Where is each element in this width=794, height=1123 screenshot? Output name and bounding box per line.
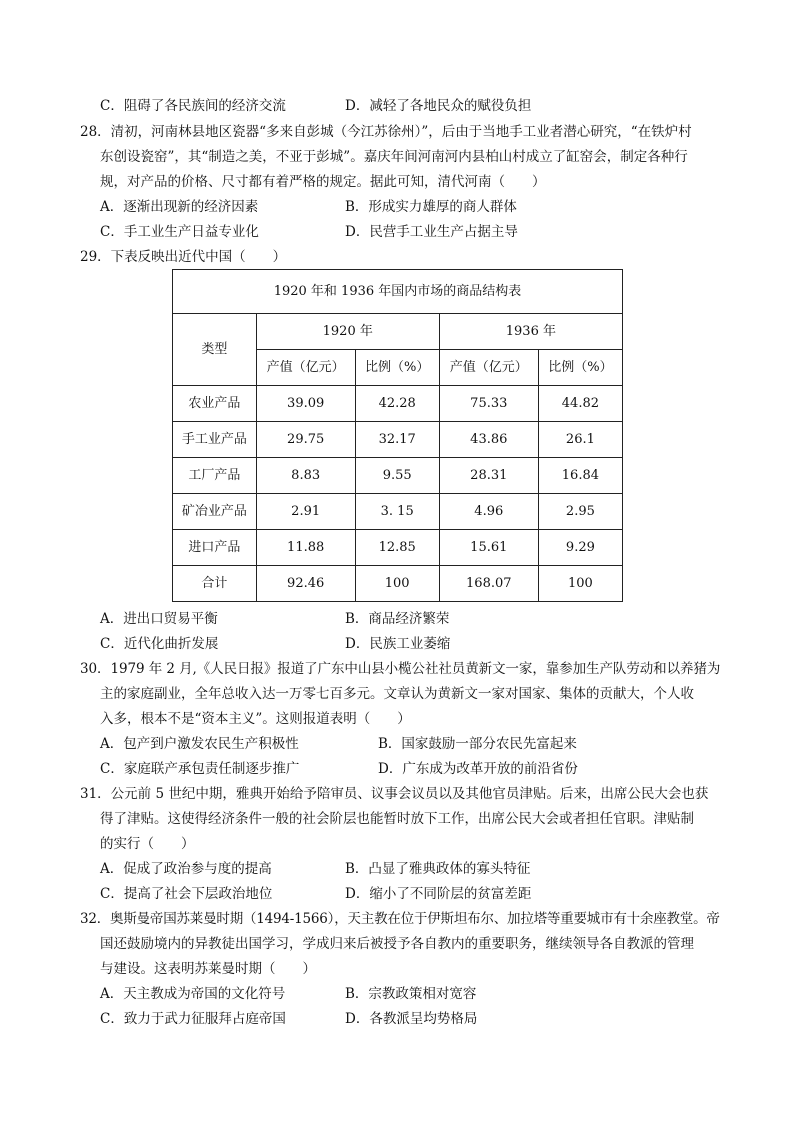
row-type: 手工业产品 <box>173 422 257 458</box>
commodity-structure-table <box>172 269 623 602</box>
q32-stem-line1: 32．奥斯曼帝国苏莱曼时期（1494-1566），天主教在位于伊斯坦布尔、加拉塔等重要城市有十余座教堂。帝 <box>80 911 720 927</box>
cell-value-1936: 28.31 <box>439 458 538 494</box>
q30-stem-line3: 入多，根本不是“资本主义”。这则报道表明（ ） <box>100 711 411 727</box>
q30-option-b[interactable]: B．国家鼓励一部分农民先富起来 <box>378 736 577 752</box>
header-value-1920: 产值（亿元） <box>256 350 355 386</box>
row-type: 进口产品 <box>173 530 257 566</box>
cell-value-1920: 2.91 <box>256 494 355 530</box>
cell-ratio-1920: 42.28 <box>355 386 439 422</box>
q29-option-b[interactable]: B．商品经济繁荣 <box>345 611 450 627</box>
header-year-1936: 1936 年 <box>439 314 622 350</box>
q32-option-c[interactable]: C．致力于武力征服拜占庭帝国 <box>100 1011 286 1027</box>
cell-value-1920: 11.88 <box>256 530 355 566</box>
table-row <box>173 386 623 422</box>
header-ratio-1920: 比例（%） <box>355 350 439 386</box>
q28-option-a[interactable]: A．逐渐出现新的经济因素 <box>100 199 259 215</box>
cell-value-1936: 15.61 <box>439 530 538 566</box>
row-type: 农业产品 <box>173 386 257 422</box>
cell-value-1920: 29.75 <box>256 422 355 458</box>
cell-ratio-1936: 44.82 <box>538 386 622 422</box>
q32-option-d[interactable]: D．各教派呈均势格局 <box>345 1011 478 1027</box>
cell-ratio-1936: 26.1 <box>538 422 622 458</box>
row-type: 矿冶业产品 <box>173 494 257 530</box>
table-caption: 1920 年和 1936 年国内市场的商品结构表 <box>173 270 623 314</box>
q27-option-d[interactable]: D．减轻了各地民众的赋役负担 <box>345 98 532 114</box>
q32-option-a[interactable]: A．天主教成为帝国的文化符号 <box>100 986 286 1002</box>
table-row <box>173 458 623 494</box>
cell-ratio-1920: 12.85 <box>355 530 439 566</box>
table-row-total <box>173 566 623 602</box>
cell-value-1936: 168.07 <box>439 566 538 602</box>
q31-stem-line1: 31．公元前 5 世纪中期，雅典开始给予陪审员、议事会议员以及其他官员津贴。后来，出席公民大会也获 <box>80 786 709 802</box>
cell-ratio-1936: 16.84 <box>538 458 622 494</box>
q29-option-a[interactable]: A．进出口贸易平衡 <box>100 611 218 627</box>
q31-stem-line3: 的实行（ ） <box>100 836 195 852</box>
q29-option-c[interactable]: C．近代化曲折发展 <box>100 636 219 652</box>
table-row <box>173 422 623 458</box>
q28-option-c[interactable]: C．手工业生产日益专业化 <box>100 224 259 240</box>
q29-option-d[interactable]: D．民族工业萎缩 <box>345 636 451 652</box>
header-type: 类型 <box>173 314 257 386</box>
cell-value-1920: 39.09 <box>256 386 355 422</box>
q31-option-c[interactable]: C．提高了社会下层政治地位 <box>100 886 273 902</box>
cell-value-1936: 4.96 <box>439 494 538 530</box>
q28-stem-line3: 规，对产品的价格、尺寸都有着严格的规定。据此可知，清代河南（ ） <box>100 174 546 190</box>
q30-option-a[interactable]: A．包产到户激发农民生产积极性 <box>100 736 299 752</box>
cell-value-1936: 43.86 <box>439 422 538 458</box>
q31-option-b[interactable]: B．凸显了雅典政体的寡头特征 <box>345 861 531 877</box>
cell-ratio-1920: 32.17 <box>355 422 439 458</box>
q31-option-a[interactable]: A．促成了政治参与度的提高 <box>100 861 272 877</box>
q32-stem-line2: 国还鼓励境内的异教徒出国学习，学成归来后被授予各自教内的重要职务，继续领导各自教派的管理 <box>100 936 694 952</box>
cell-ratio-1936: 9.29 <box>538 530 622 566</box>
q30-option-c[interactable]: C．家庭联产承包责任制逐步推广 <box>100 761 300 777</box>
table-row <box>173 530 623 566</box>
cell-ratio-1920: 9.55 <box>355 458 439 494</box>
q27-option-c[interactable]: C．阻碍了各民族间的经济交流 <box>100 98 286 114</box>
q32-option-b[interactable]: B．宗教政策相对宽容 <box>345 986 477 1002</box>
cell-value-1920: 8.83 <box>256 458 355 494</box>
q29-stem: 29．下表反映出近代中国（ ） <box>80 249 287 265</box>
header-ratio-1936: 比例（%） <box>538 350 622 386</box>
q30-option-d[interactable]: D．广东成为改革开放的前沿省份 <box>378 761 578 777</box>
cell-ratio-1920: 3. 15 <box>355 494 439 530</box>
q28-stem-line1: 28．清初，河南林县地区瓷器“多来自彭城（今江苏徐州）”，后由于当地手工业者潜心研究，“在铁炉村 <box>80 124 692 140</box>
row-type: 合计 <box>173 566 257 602</box>
q32-stem-line3: 与建设。这表明苏莱曼时期（ ） <box>100 961 316 977</box>
q28-stem-line2: 东创设瓷窑”，其“制造之美，不亚于彭城”。嘉庆年间河南河内县柏山村成立了缸窑会，制定各种行 <box>100 149 688 165</box>
q31-stem-line2: 得了津贴。这使得经济条件一般的社会阶层也能暂时放下工作，出席公民大会或者担任官职。津贴制 <box>100 811 694 827</box>
q30-stem-line1: 30．1979 年 2 月,《人民日报》报道了广东中山县小榄公社社员黄新文一家，靠参加生产队劳动和以养猪为 <box>80 661 721 677</box>
q28-option-b[interactable]: B．形成实力雄厚的商人群体 <box>345 199 517 215</box>
cell-ratio-1936: 2.95 <box>538 494 622 530</box>
q28-option-d[interactable]: D．民营手工业生产占据主导 <box>345 224 518 240</box>
row-type: 工厂产品 <box>173 458 257 494</box>
header-year-1920: 1920 年 <box>256 314 439 350</box>
q30-stem-line2: 主的家庭副业，全年总收入达一万零七百多元。文章认为黄新文一家对国家、集体的贡献大，个人收 <box>100 686 694 702</box>
cell-value-1936: 75.33 <box>439 386 538 422</box>
header-value-1936: 产值（亿元） <box>439 350 538 386</box>
cell-ratio-1936: 100 <box>538 566 622 602</box>
table-row <box>173 494 623 530</box>
q31-option-d[interactable]: D．缩小了不同阶层的贫富差距 <box>345 886 532 902</box>
cell-ratio-1920: 100 <box>355 566 439 602</box>
cell-value-1920: 92.46 <box>256 566 355 602</box>
